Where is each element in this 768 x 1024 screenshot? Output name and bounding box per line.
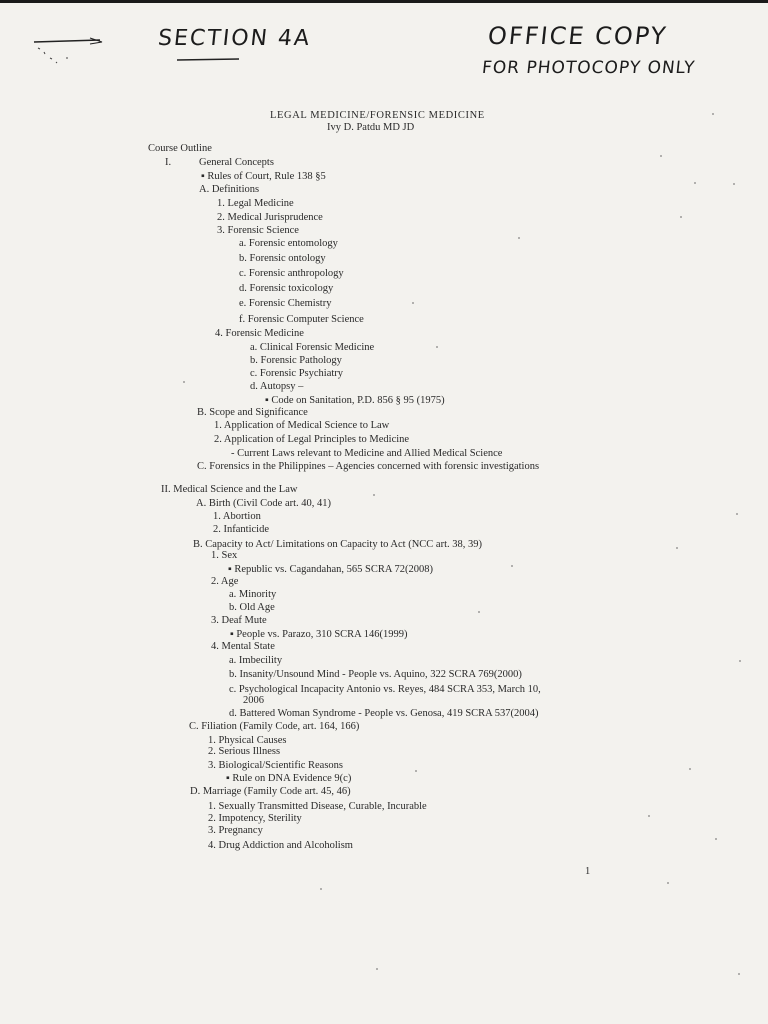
dust-speck (660, 155, 662, 157)
dust-speck (183, 381, 185, 383)
outline-line: - Current Laws relevant to Medicine and Allied Medical Science (231, 448, 503, 459)
dust-speck (667, 882, 669, 884)
outline-line: b. Forensic ontology (239, 253, 326, 264)
outline-line: 2. Application of Legal Principles to Medicine (214, 434, 410, 445)
outline-line: d. Battered Woman Syndrome - People vs. Genosa, 419 SCRA 537(2004) (229, 708, 539, 719)
dust-speck (715, 838, 717, 840)
outline-line: 3. Deaf Mute (211, 615, 267, 626)
outline-line: 3. Biological/Scientific Reasons (208, 760, 344, 771)
outline-line: ▪ People vs. Parazo, 310 SCRA 146(1999) (230, 629, 408, 640)
outline-line: c. Forensic Psychiatry (250, 368, 344, 379)
outline-line: a. Imbecility (229, 655, 283, 666)
outline-line: D. Marriage (Family Code art. 45, 46) (190, 786, 351, 797)
outline-line: 4. Mental State (211, 641, 275, 652)
outline-line: C. Forensics in the Philippines – Agencies concerned with forensic investigations (197, 461, 540, 472)
dust-speck (689, 768, 691, 770)
outline-line: 1. Physical Causes (208, 735, 287, 746)
outline-line: II. Medical Science and the Law (161, 484, 298, 495)
outline-line: 1. Legal Medicine (217, 198, 294, 209)
outline-line: B. Scope and Significance (197, 407, 308, 418)
dust-speck (694, 182, 696, 184)
outline-line: A. Birth (Civil Code art. 40, 41) (196, 498, 332, 509)
outline-line: Course Outline (148, 143, 212, 154)
dust-speck (412, 302, 414, 304)
dust-speck (733, 183, 735, 185)
outline-line: ▪ Rules of Court, Rule 138 §5 (201, 171, 326, 182)
outline-line: 1. Sex (211, 550, 238, 561)
outline-line: 1. Application of Medical Science to Law (214, 420, 390, 431)
dust-speck (648, 815, 650, 817)
section-underline (175, 56, 245, 64)
dust-speck (738, 973, 740, 975)
dust-speck (478, 611, 480, 613)
outline-line: A. Definitions (199, 184, 260, 195)
dust-speck (518, 237, 520, 239)
outline-line: 2. Age (211, 576, 239, 587)
outline-line: e. Forensic Chemistry (239, 298, 332, 309)
document-title: LEGAL MEDICINE/FORENSIC MEDICINE (270, 110, 485, 121)
handwritten-section-label: SECTION 4A (156, 26, 313, 51)
dust-speck (712, 113, 714, 115)
outline-line: 4. Forensic Medicine (215, 328, 304, 339)
outline-line: I. (165, 157, 172, 168)
outline-line: 1. Sexually Transmitted Disease, Curable, Incurable (208, 801, 427, 812)
dust-speck (511, 565, 513, 567)
outline-line: 4. Drug Addiction and Alcoholism (208, 840, 353, 851)
outline-line: b. Insanity/Unsound Mind - People vs. Aquino, 322 SCRA 769(2000) (229, 669, 522, 680)
dust-speck (676, 547, 678, 549)
scribble-mark (30, 28, 120, 68)
dust-speck (736, 513, 738, 515)
outline-line: 1. Abortion (213, 511, 261, 522)
dust-speck (376, 968, 378, 970)
outline-line: 3. Forensic Science (217, 225, 299, 236)
outline-line: General Concepts (199, 157, 274, 168)
dust-speck (680, 216, 682, 218)
outline-line: ▪ Code on Sanitation, P.D. 856 § 95 (1975) (265, 395, 445, 406)
outline-line: 2. Impotency, Sterility (208, 813, 302, 824)
outline-line: d. Forensic toxicology (239, 283, 334, 294)
outline-line: b. Old Age (229, 602, 275, 613)
outline-line: ▪ Rule on DNA Evidence 9(c) (226, 773, 352, 784)
outline-line: f. Forensic Computer Science (239, 314, 364, 325)
outline-line: a. Minority (229, 589, 277, 600)
outline-line: 2006 (243, 695, 264, 706)
page-number: 1 (585, 866, 591, 877)
outline-line: a. Clinical Forensic Medicine (250, 342, 375, 353)
outline-line: c. Psychological Incapacity Antonio vs. Reyes, 484 SCRA 353, March 10, (229, 684, 541, 695)
dust-speck (320, 888, 322, 890)
outline-line: c. Forensic anthropology (239, 268, 344, 279)
dust-speck (436, 346, 438, 348)
dust-speck (373, 494, 375, 496)
outline-line: b. Forensic Pathology (250, 355, 342, 366)
outline-line: ▪ Republic vs. Cagandahan, 565 SCRA 72(2008) (228, 564, 433, 575)
dust-speck (415, 770, 417, 772)
handwritten-office-copy: OFFICE COPY (486, 22, 669, 50)
outline-line: B. Capacity to Act/ Limitations on Capacity to Act (NCC art. 38, 39) (193, 539, 483, 550)
outline-line: C. Filiation (Family Code, art. 164, 166) (189, 721, 360, 732)
outline-line: d. Autopsy – (250, 381, 304, 392)
outline-line: 2. Medical Jurisprudence (217, 212, 323, 223)
outline-line: 3. Pregnancy (208, 825, 263, 836)
outline-line: 2. Serious Illness (208, 746, 281, 757)
dust-speck (739, 660, 741, 662)
scan-top-edge (0, 0, 768, 3)
outline-line: a. Forensic entomology (239, 238, 338, 249)
document-author: Ivy D. Patdu MD JD (327, 122, 415, 133)
handwritten-photocopy-note: FOR PHOTOCOPY ONLY (480, 58, 697, 78)
outline-line: 2. Infanticide (213, 524, 269, 535)
